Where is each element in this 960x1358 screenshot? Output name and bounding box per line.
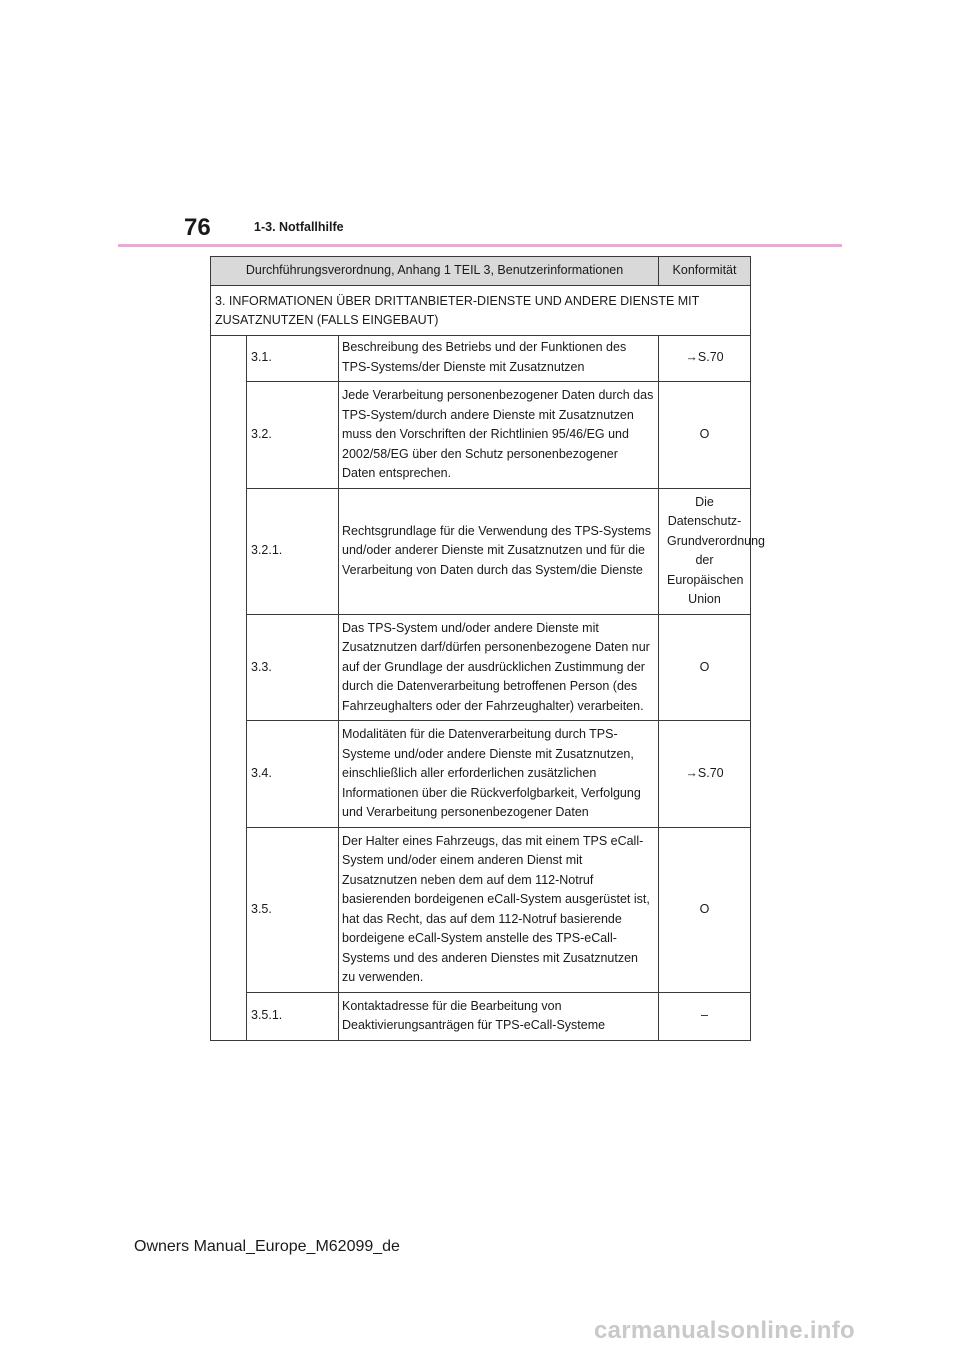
- row-number: 3.5.1.: [247, 992, 339, 1040]
- column-header-regulation: Durchführungsverordnung, Anhang 1 TEIL 3, Benutzerinformationen: [211, 257, 659, 286]
- table-header-row: [211, 257, 751, 286]
- row-description: Rechtsgrundlage für die Verwendung des TPS-Systems und/oder anderer Dienste mit Zusatznutzen und für die Verarbeitung von Daten durch das System/die Dienste: [339, 488, 659, 614]
- row-number: 3.5.: [247, 827, 339, 992]
- header-divider: [118, 244, 842, 247]
- table-row: [211, 614, 751, 721]
- row-conformity: Die Datenschutz-Grundverordnung der Europäischen Union: [659, 488, 751, 614]
- row-description: Jede Verarbeitung personenbezogener Daten durch das TPS-System/durch andere Dienste mit Zusatznutzen muss den Vorschriften der Richtlinien 95/46/EG und 2002/58/EG über den Schutz personenbezogener Daten entsprechen.: [339, 382, 659, 489]
- section-heading-row: [211, 286, 751, 336]
- section-title: 1-3. Notfallhilfe: [254, 220, 344, 234]
- row-number: 3.2.1.: [247, 488, 339, 614]
- row-conformity: –: [659, 992, 751, 1040]
- table-row: [211, 336, 751, 382]
- row-conformity: O: [659, 614, 751, 721]
- column-header-conformity: Konformität: [659, 257, 751, 286]
- manual-identifier: Owners Manual_Europe_M62099_de: [134, 1238, 400, 1255]
- row-number: 3.1.: [247, 336, 339, 382]
- table-row: [211, 827, 751, 992]
- indent-cell: [211, 336, 247, 1041]
- row-conformity: O: [659, 382, 751, 489]
- watermark: carmanualsonline.info: [594, 1317, 856, 1344]
- row-number: 3.4.: [247, 721, 339, 828]
- conformity-table: [210, 256, 765, 1041]
- table-row: [211, 992, 751, 1040]
- row-conformity: O: [659, 827, 751, 992]
- section-heading: 3. INFORMATIONEN ÜBER DRITTANBIETER-DIENSTE UND ANDERE DIENSTE MIT ZUSATZNUTZEN (FALLS EINGEBAUT): [211, 286, 751, 336]
- row-description: Der Halter eines Fahrzeugs, das mit einem TPS eCall-System und/oder einem anderen Dienst mit Zusatznutzen neben dem auf dem 112-Notruf basierenden bordeigenen eCall-System ausgerüstet ist, hat das Recht, das auf dem 112-Notruf basierende bordeigene eCall-System anstelle des TPS-eCall-Systems und des anderen Dienstes mit Zusatznutzen zu verwenden.: [339, 827, 659, 992]
- table-row: [211, 721, 751, 828]
- row-description: Das TPS-System und/oder andere Dienste mit Zusatznutzen darf/dürfen personenbezogene Daten nur auf der Grundlage der ausdrücklichen Zustimmung der durch die Datenverarbeitung betroffenen Person (des Fahrzeughalters oder der Fahrzeughalter) verarbeiten.: [339, 614, 659, 721]
- row-number: 3.3.: [247, 614, 339, 721]
- page-number: 76: [184, 214, 211, 241]
- row-description: Kontaktadresse für die Bearbeitung von Deaktivierungsanträgen für TPS-eCall-Systeme: [339, 992, 659, 1040]
- row-description: Beschreibung des Betriebs und der Funktionen des TPS-Systems/der Dienste mit Zusatznutzen: [339, 336, 659, 382]
- row-conformity: →S.70: [659, 336, 751, 382]
- table-row: [211, 382, 751, 489]
- row-conformity: →S.70: [659, 721, 751, 828]
- table-row: [211, 488, 751, 614]
- row-description: Modalitäten für die Datenverarbeitung durch TPS-Systeme und/oder andere Dienste mit Zusatznutzen, einschließlich aller erforderlichen zusätzlichen Informationen über die Rückverfolgbarkeit, Verfolgung und Verarbeitung personenbezogener Daten: [339, 721, 659, 828]
- row-number: 3.2.: [247, 382, 339, 489]
